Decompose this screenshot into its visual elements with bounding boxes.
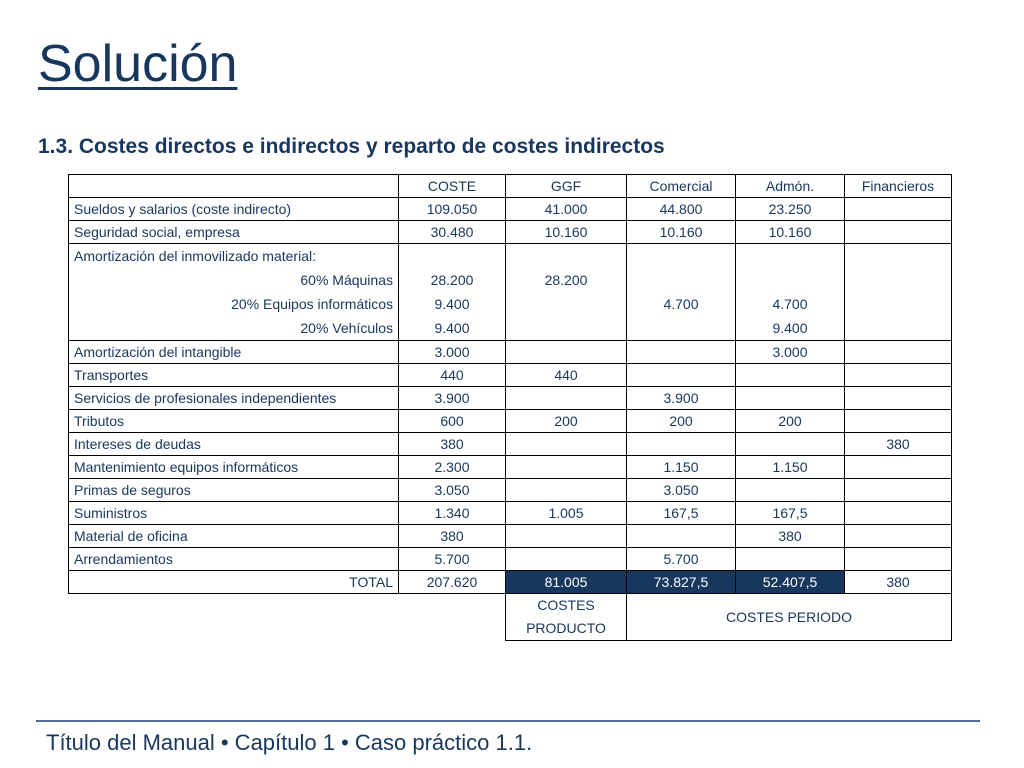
row-label: Primas de seguros (69, 479, 399, 502)
sub-value (511, 316, 621, 340)
cell-ggf: 10.160 (506, 221, 627, 244)
table-row (69, 221, 952, 244)
cell-ggf: 41.000 (506, 198, 627, 221)
costs-table (68, 174, 952, 641)
row-label: Tributos (69, 410, 399, 433)
cell-ggf: 440 (506, 364, 627, 387)
cell-comercial: 3.050 (627, 479, 736, 502)
cell-coste: 440 (399, 364, 506, 387)
sub-label: 60% Máquinas (300, 272, 393, 288)
costes-periodo-label: COSTES PERIODO (627, 594, 952, 641)
sub-value: 9.400 (434, 296, 470, 312)
header-cell: GGF (506, 175, 627, 198)
header-cell: Financieros (845, 175, 952, 198)
cell-admon (736, 364, 845, 387)
cell-financieros (845, 198, 952, 221)
cell-coste: 1.340 (399, 502, 506, 525)
cell-admon: 200 (736, 410, 845, 433)
row-label: Material de oficina (69, 525, 399, 548)
cell-ggf (506, 244, 627, 341)
row-label (69, 244, 399, 341)
cell-comercial (627, 433, 736, 456)
sub-value (632, 268, 730, 292)
table-row-amortization (69, 244, 952, 341)
cell-ggf (506, 387, 627, 410)
cell-financieros (845, 456, 952, 479)
footer-text: Título del Manual • Capítulo 1 • Caso práctico 1.1. (46, 730, 533, 755)
cell-ggf (506, 433, 627, 456)
sub-value: 4.700 (663, 296, 699, 312)
table-row (69, 410, 952, 433)
header-cell (69, 175, 399, 198)
sub-value: 9.400 (772, 320, 808, 336)
cell-ggf (506, 341, 627, 364)
cell-coste: 2.300 (399, 456, 506, 479)
cell-financieros (845, 244, 952, 341)
cell-coste (399, 244, 506, 341)
cell-financieros (845, 387, 952, 410)
cell-admon: 10.160 (736, 221, 845, 244)
cell-admon: 23.250 (736, 198, 845, 221)
cell-comercial: 167,5 (627, 502, 736, 525)
cell-coste: 3.000 (399, 341, 506, 364)
cell-coste: 380 (399, 433, 506, 456)
header-cell: Comercial (627, 175, 736, 198)
cell-comercial: 200 (627, 410, 736, 433)
cell-financieros (845, 221, 952, 244)
sub-label: 20% Equipos informáticos (231, 296, 393, 312)
cell-financieros (845, 525, 952, 548)
cell-comercial (627, 364, 736, 387)
section-subtitle: 1.3. Costes directos e indirectos y reparto de costes indirectos (38, 135, 665, 158)
row-label: Suministros (69, 502, 399, 525)
cell-financieros (845, 502, 952, 525)
table-row (69, 341, 952, 364)
cell-coste: 3.050 (399, 479, 506, 502)
table-row (69, 502, 952, 525)
table-row-total (69, 571, 952, 594)
cell-financieros (845, 364, 952, 387)
row-label: Amortización del intangible (69, 341, 399, 364)
table-header-row (69, 175, 952, 198)
total-label: TOTAL (69, 571, 399, 594)
sub-value: 28.200 (544, 272, 588, 288)
sub-value: 4.700 (772, 296, 808, 312)
total-coste: 207.620 (399, 571, 506, 594)
row-label: Sueldos y salarios (coste indirecto) (69, 198, 399, 221)
cell-comercial (627, 244, 736, 341)
cell-admon (736, 387, 845, 410)
row-label: Seguridad social, empresa (69, 221, 399, 244)
cell-comercial: 44.800 (627, 198, 736, 221)
sub-value (632, 316, 730, 340)
cell-financieros (845, 341, 952, 364)
cell-admon (736, 244, 845, 341)
cell-admon: 380 (736, 525, 845, 548)
cell-admon (736, 479, 845, 502)
table-row (69, 433, 952, 456)
cell-coste: 3.900 (399, 387, 506, 410)
cell-ggf (506, 479, 627, 502)
cell-ggf: 1.005 (506, 502, 627, 525)
cell-ggf (506, 548, 627, 571)
cell-coste: 5.700 (399, 548, 506, 571)
cell-comercial: 3.900 (627, 387, 736, 410)
cell-comercial (627, 525, 736, 548)
table-body-rest (69, 341, 952, 571)
cell-ggf: 200 (506, 410, 627, 433)
sub-value: 9.400 (434, 320, 470, 336)
table-row (69, 548, 952, 571)
sub-value: 28.200 (430, 272, 474, 288)
table-row (69, 525, 952, 548)
cell-financieros (845, 410, 952, 433)
cell-admon: 1.150 (736, 456, 845, 479)
cell-ggf (506, 456, 627, 479)
cell-admon: 3.000 (736, 341, 845, 364)
cell-admon (736, 433, 845, 456)
total-financieros: 380 (845, 571, 952, 594)
cell-coste: 600 (399, 410, 506, 433)
table-row (69, 387, 952, 410)
table-row (69, 198, 952, 221)
row-label: Intereses de deudas (69, 433, 399, 456)
cell-coste: 30.480 (399, 221, 506, 244)
row-label: Mantenimiento equipos informáticos (69, 456, 399, 479)
total-comercial: 73.827,5 (627, 571, 736, 594)
header-cell: Admón. (736, 175, 845, 198)
slide-title: Solución (38, 35, 238, 93)
cell-admon (736, 548, 845, 571)
table-row (69, 456, 952, 479)
row-label: Arrendamientos (69, 548, 399, 571)
cell-ggf (506, 525, 627, 548)
cell-financieros: 380 (845, 433, 952, 456)
table-row-cost-type (69, 594, 952, 641)
costes-producto-label: COSTES PRODUCTO (506, 594, 627, 641)
table-row (69, 364, 952, 387)
table-row (69, 479, 952, 502)
cell-financieros (845, 479, 952, 502)
row-label: Transportes (69, 364, 399, 387)
total-admon: 52.407,5 (736, 571, 845, 594)
header-cell: COSTE (399, 175, 506, 198)
row-label: Servicios de profesionales independientes (69, 387, 399, 410)
sub-value (511, 292, 621, 316)
sub-label: 20% Vehículos (300, 320, 393, 336)
amortization-label: Amortización del inmovilizado material: (74, 248, 316, 264)
cell-admon: 167,5 (736, 502, 845, 525)
cell-coste: 109.050 (399, 198, 506, 221)
cell-comercial (627, 341, 736, 364)
cell-comercial: 5.700 (627, 548, 736, 571)
sub-value (741, 268, 839, 292)
total-ggf: 81.005 (506, 571, 627, 594)
cell-comercial: 1.150 (627, 456, 736, 479)
cell-coste: 380 (399, 525, 506, 548)
footer-divider (36, 720, 980, 722)
cell-financieros (845, 548, 952, 571)
cell-comercial: 10.160 (627, 221, 736, 244)
